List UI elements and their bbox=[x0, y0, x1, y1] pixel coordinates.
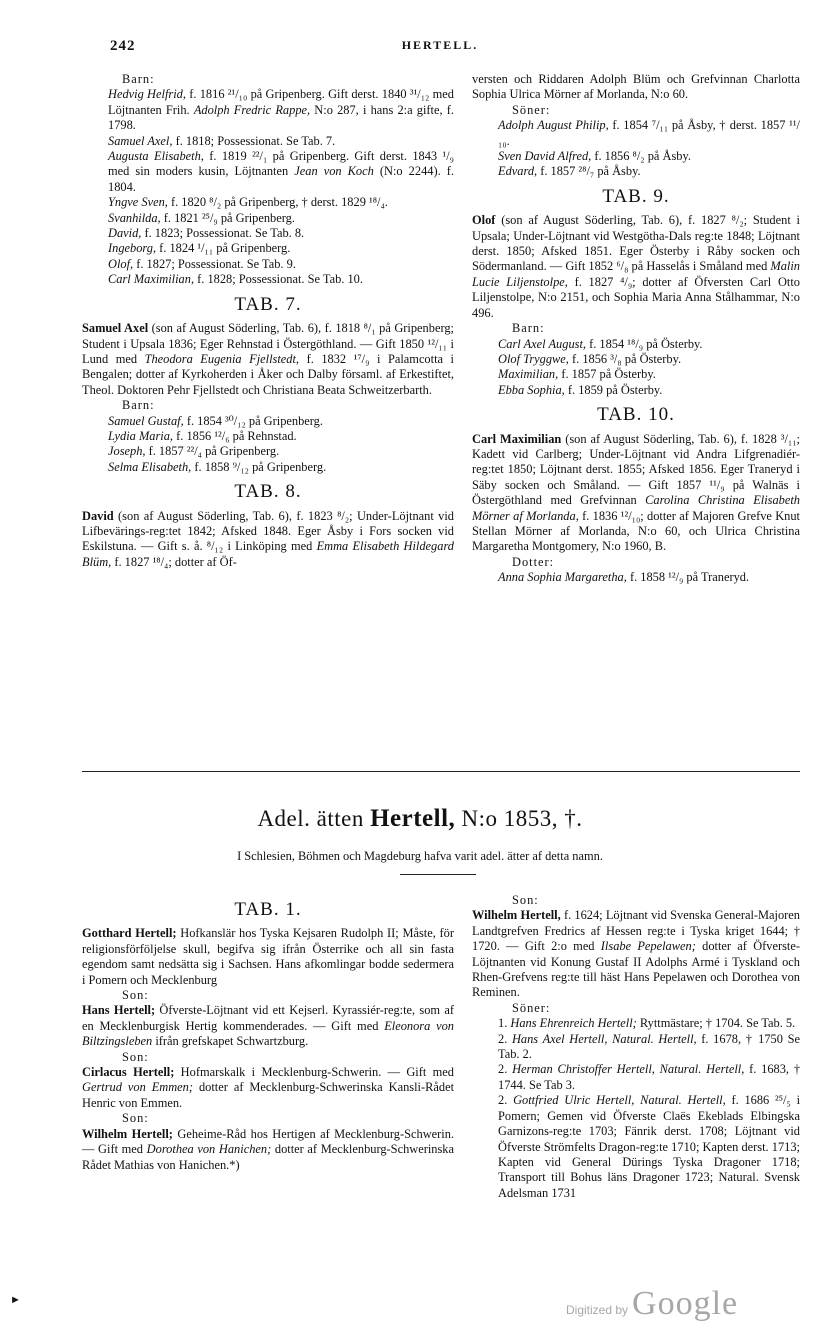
child-entry: Augusta Elisabeth, f. 1819 ²²/₁ på Gripenberg. Gift derst. 1843 ¹/₉ med sin moders kusin, Löjtnanten Jean von Koch (N:o 2244). f. 1804. bbox=[108, 149, 454, 194]
genealogy-entry: Gotthard Hertell; Hofkanslär hos Tyska Kejsaren Rudolph II; Måste, för religionsförföljelse skull, begifva sig ifrån Österrike och all sin fasta egendom samt nedsätta sig i Sachsen. Hans afkomlingar bodde sedermera i Pomern och Mecklenburg bbox=[82, 926, 454, 987]
child-entry: 2. Herman Christoffer Hertell, Natural. Hertell, f. 1683, † 1744. Se Tab 3. bbox=[498, 1062, 801, 1092]
son-label: Son: bbox=[122, 1049, 149, 1064]
soner-label: Söner: bbox=[512, 102, 551, 117]
page-number: 242 bbox=[110, 38, 136, 54]
child-entry: Hedvig Helfrid, f. 1816 ²¹/₁₀ på Gripenberg. Gift derst. 1840 ³¹/₁₂ med Löjtnanten Frih. Adolph Fredric Rappe, N:o 287, i hans 2:a gifte, f. 1798. bbox=[108, 87, 455, 133]
soner-label: Söner: bbox=[512, 1000, 551, 1015]
child-entry: Samuel Axel, f. 1818; Possessionat. Se Tab. 7. bbox=[108, 133, 336, 148]
child-entry: 2. Gottfried Ulric Hertell, Natural. Hertell, f. 1686 ²⁵/₅ i Pomern; Gemen vid Öfverste Claës Ekeblads Elbingska Garnizons-reg:te 1703; Fänrik derst. 1708; Löjtnant vid Öfverste Strömfelts Dragon-reg:te 1710; Kapten derst. 1713; Kapten vid General Dürings Tyska Dragoner 1718; Transport till Bohus läns Dragoner 1723; Natural. Svensk Adelsman 1731 bbox=[498, 1093, 801, 1200]
child-entry: David, f. 1823; Possessionat. Se Tab. 8. bbox=[108, 226, 305, 241]
son-label: Son: bbox=[122, 1111, 149, 1126]
genealogy-entry: Cirlacus Hertell; Hofmarskalk i Mecklenburg-Schwerin. — Gift med Gertrud von Emmen; dotter af Mecklenburg-Schwerinska Kansli-Rådet Henric von Emmen. bbox=[82, 1065, 455, 1110]
continued-text: versten och Riddaren Adolph Blüm och Grefvinnan Charlotta Sophia Ulrica Mörner af Morlanda, N:o 60. bbox=[472, 72, 800, 102]
child-entry: Adolph August Philip, f. 1854 ⁷/₁₁ på Åsby, † derst. 1857 ¹¹/₁₀. bbox=[498, 118, 800, 148]
child-entry: Sven David Alfred, f. 1856 ⁸/₂ på Åsby. bbox=[498, 149, 691, 164]
child-entry: Lydia Maria, f. 1856 ¹²/₆ på Rehnstad. bbox=[108, 428, 297, 443]
google-logo-text: Google bbox=[632, 1285, 739, 1322]
genealogy-entry: Wilhelm Hertell, f. 1624; Löjtnant vid Svenska General-Majoren Landtgrefven Fredrics af Hessen reg:te i Tyska kriget 1644; † 1720. — Gift 2:o med Ilsabe Pepelawen; dotter af Öfverste-Löjtnanten vid Konung Gustaf II Adolphs Armé i Tyskland och Rhen-Grefvens reg:te till häst Hans Pepelawen och Dorothea von Reminen. bbox=[472, 908, 800, 1000]
barn-label: Barn: bbox=[122, 398, 155, 413]
child-entry: Selma Elisabeth, f. 1858 ⁹/₁₂ på Gripenberg. bbox=[108, 459, 327, 474]
child-entry: Maximilian, f. 1857 på Österby. bbox=[498, 367, 656, 382]
genealogy-entry: Wilhelm Hertell; Geheime-Råd hos Hertigen af Mecklenburg-Schwerin. — Gift med Dorothea von Hanichen; dotter af Mecklenburg-Schwerinska Rådet Mathias von Hanichen.*) bbox=[82, 1126, 455, 1172]
child-entry: Ebba Sophia, f. 1859 på Österby. bbox=[498, 382, 663, 397]
tab-9-entry: Olof (son af August Söderling, Tab. 6), f. 1827 ⁸/₂; Student i Upsala; Under-Löjtnant vid Westgötha-Dals reg:te 1848; Löjtnant derst. 1850; Afsked 1851. Eger Österby i Råby socken och Södermanland. — Gift 1852 ⁶/₈ på Hasselås i Småland med Malin Lucie Liljenstolpe, f. 1827 ⁴/₉; dotter af Öfversten Carl Otto Liljenstolpe, N:o 2151, och Sophia Maria Anna Stålhammar, N:o 496. bbox=[472, 213, 800, 320]
page-header bbox=[110, 38, 770, 60]
child-entry: Yngve Sven, f. 1820 ⁸/₂ på Gripenberg, † derst. 1829 ¹⁸/₄. bbox=[108, 195, 388, 210]
section-divider bbox=[82, 771, 800, 772]
child-entry: Anna Sophia Margaretha, f. 1858 ¹²/₉ på Traneryd. bbox=[498, 570, 750, 585]
tab-9-heading: TAB. 9. bbox=[602, 185, 670, 207]
tab-8-heading: TAB. 8. bbox=[234, 481, 302, 503]
child-entry: 2. Hans Axel Hertell, Natural. Hertell, f. 1678, † 1750 Se Tab. 2. bbox=[498, 1031, 800, 1062]
child-entry: Joseph, f. 1857 ²²/₄ på Gripenberg. bbox=[108, 444, 280, 459]
dotter-label: Dotter: bbox=[512, 554, 555, 569]
column-lower-right bbox=[472, 893, 800, 1201]
tab-10-heading: TAB. 10. bbox=[597, 404, 675, 426]
google-watermark bbox=[566, 1285, 738, 1323]
son-label: Son: bbox=[122, 988, 149, 1003]
child-entry: Olof, f. 1827; Possessionat. Se Tab. 9. bbox=[108, 256, 296, 271]
son-label: Son: bbox=[512, 893, 539, 907]
child-entry: Edvard, f. 1857 ²⁸/₇ på Åsby. bbox=[498, 164, 641, 179]
section-title: Adel. ätten Hertell, N:o 1853, †. bbox=[257, 805, 583, 832]
column-lower-left bbox=[82, 893, 454, 1173]
child-entry: Carl Axel August, f. 1854 ¹⁸/₉ på Österby. bbox=[498, 336, 703, 351]
section-subtitle: I Schlesien, Böhmen och Magdeburg hafva varit adel. ätter af detta namn. bbox=[237, 849, 603, 863]
child-entry: Ingeborg, f. 1824 ¹/₁₁ på Gripenberg. bbox=[108, 241, 291, 256]
tab-10-entry: Carl Maximilian (son af August Söderling, Tab. 6), f. 1828 ³/₁₁; Kadett vid Carlberg; Under-Löjtnant vid Andra Lifgrenadiér-reg:tet 1850; Löjtnant derst. 1855; Afsked 1856. Eger Traneryd i Säby socken och Småland. — Gift 1857 ¹¹/₉ på Walnäs i Östergöthland med Grefvinnan Carolina Christina Elisabeth Mörner af Morlanda, f. 1836 ¹²/₁₀; dotter af Majoren Grefve Knut Stellan Mörner af Morlanda, N:o 60, och Ulrica Christina Margaretha Montgomery, N:o 1960, B. bbox=[472, 431, 800, 554]
tab-7-heading: TAB. 7. bbox=[234, 293, 302, 315]
child-entry: Svanhilda, f. 1821 ²⁵/₉ på Gripenberg. bbox=[108, 210, 295, 225]
child-entry: Olof Tryggwe, f. 1856 ³/₈ på Österby. bbox=[498, 351, 682, 366]
barn-label: Barn: bbox=[122, 72, 155, 86]
genealogy-entry: Hans Hertell; Öfverste-Löjtnant vid ett Kejserl. Kyrassiér-reg:te, som af en Mecklenburgisk Hertig kommenderades. — Gift med Eleonora von Biltzingsleben ifrån grefskapet Schwartzburg. bbox=[82, 1003, 455, 1049]
tab-7-entry: Samuel Axel (son af August Söderling, Tab. 6), f. 1818 ⁸/₁ på Gripenberg; Student i Upsala 1836; Eger Rehnstad i Östergöthland. — Gift 1850 ¹²/₁₁ i Lund med Theodora Eugenia Fjellstedt, f. 1832 ¹⁷/₉ i Palamcotta i Bengalen; dotter af Kyrkoherden i Åker och Dalby församl. af Erkestiftet, Theol. Doktoren Pehr Fjellstedt och Christiana Beata Schweitzerbarth. bbox=[82, 321, 454, 397]
running-head: HERTELL. bbox=[401, 38, 479, 52]
child-entry: 1. Hans Ehrenreich Hertell; Ryttmästare; † 1704. Se Tab. 5. bbox=[498, 1016, 796, 1031]
tab-8-entry: David (son af August Söderling, Tab. 6), f. 1823 ⁸/₂; Under-Löjtnant vid Lifbevärings-reg:tet 1842; Afsked 1848. Eger Åsby i Fors socken vid Eskilstuna. — Gift s. å. ⁸/₁₂ i Linköping med Emma Elisabeth Hildegard Blüm, f. 1827 ¹⁸/₄; dotter af Öf- bbox=[82, 508, 455, 569]
column-upper-left bbox=[82, 72, 454, 570]
digitized-by-text: Digitized by bbox=[566, 1303, 629, 1317]
tab-1-heading: TAB. 1. bbox=[234, 899, 302, 920]
child-entry: Carl Maximilian, f. 1828; Possessionat. Se Tab. 10. bbox=[108, 272, 363, 287]
page-corner-mark: ► bbox=[10, 1294, 21, 1306]
barn-label: Barn: bbox=[512, 321, 545, 336]
child-entry: Samuel Gustaf, f. 1854 ³⁰/₁₂ på Gripenberg. bbox=[108, 413, 323, 428]
short-rule bbox=[400, 874, 476, 875]
column-upper-right bbox=[472, 72, 800, 586]
